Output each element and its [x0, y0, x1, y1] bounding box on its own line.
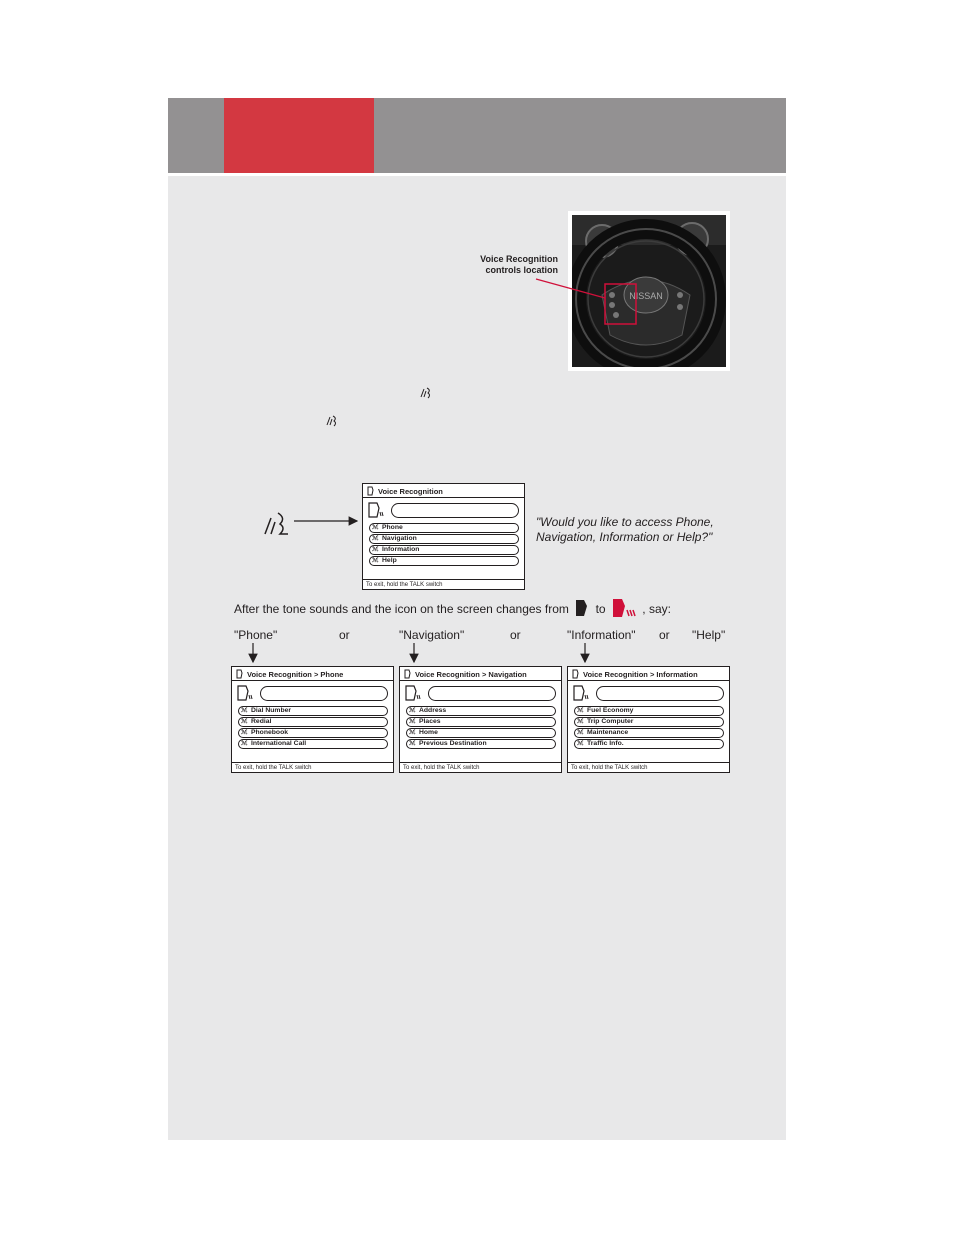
- instruction-middle: to: [595, 602, 606, 616]
- speaking-head-icon: [367, 502, 385, 518]
- menu-item[interactable]: ℳ Address: [406, 706, 556, 716]
- recognition-bubble: [260, 686, 388, 701]
- speaking-head-icon: [571, 669, 581, 679]
- idle-head-icon: [574, 599, 590, 617]
- prompt-quote: [536, 515, 714, 545]
- screen-footer: To exit, hold the TALK switch: [235, 765, 312, 771]
- steering-wheel-photo: [568, 211, 730, 371]
- say-or: or: [659, 628, 670, 642]
- say-or: or: [510, 628, 521, 642]
- talk-switch-icon: [419, 385, 433, 401]
- say-phone: "Phone": [234, 628, 278, 642]
- information-screen: [567, 666, 730, 773]
- talk-switch-icon-large: [262, 510, 290, 538]
- screen-title-text: Voice Recognition > Information: [583, 669, 698, 679]
- steering-wheel-image: [572, 215, 726, 367]
- prompt-quote-line-2: Navigation, Information or Help?": [536, 530, 713, 544]
- speaking-head-icon: [366, 486, 376, 496]
- menu-item[interactable]: ℳ Home: [406, 728, 556, 738]
- screen-title-text: Voice Recognition: [378, 486, 443, 496]
- menu-item[interactable]: ℳ Phonebook: [238, 728, 388, 738]
- menu-item[interactable]: ℳ Information: [369, 545, 519, 555]
- screen-footer: To exit, hold the TALK switch: [571, 765, 648, 771]
- speaking-head-icon: [572, 685, 590, 701]
- screen-title: [366, 486, 443, 496]
- recognition-bubble: [596, 686, 724, 701]
- recognition-bubble: [428, 686, 556, 701]
- menu-item[interactable]: ℳ International Call: [238, 739, 388, 749]
- phone-screen: [231, 666, 394, 773]
- instruction-after: , say:: [642, 602, 671, 616]
- screen-title-text: Voice Recognition > Navigation: [415, 669, 527, 679]
- menu-item[interactable]: ℳ Help: [369, 556, 519, 566]
- screen-title: [235, 669, 343, 679]
- menu-item[interactable]: ℳ Places: [406, 717, 556, 727]
- callout-line-1: Voice Recognition: [480, 254, 558, 264]
- say-help: "Help": [692, 628, 726, 642]
- screen-title-text: Voice Recognition > Phone: [247, 669, 344, 679]
- say-or: or: [339, 628, 350, 642]
- menu-item[interactable]: ℳ Trip Computer: [574, 717, 724, 727]
- navigation-screen: [399, 666, 562, 773]
- instruction-before: After the tone sounds and the icon on the screen changes from: [234, 602, 569, 616]
- speaking-head-icon: [403, 669, 413, 679]
- menu-item[interactable]: ℳ Fuel Economy: [574, 706, 724, 716]
- screen-title: [571, 669, 698, 679]
- menu-item[interactable]: ℳ Dial Number: [238, 706, 388, 716]
- menu-item[interactable]: ℳ Redial: [238, 717, 388, 727]
- say-information: "Information": [567, 628, 636, 642]
- screen-title: [403, 669, 527, 679]
- recognition-bubble: [391, 503, 519, 518]
- instruction-line: [234, 598, 671, 618]
- menu-item[interactable]: ℳ Phone: [369, 523, 519, 533]
- menu-item[interactable]: ℳ Traffic Info.: [574, 739, 724, 749]
- say-navigation: "Navigation": [399, 628, 465, 642]
- talk-switch-icon: [325, 413, 339, 429]
- prompt-quote-line-1: "Would you like to access Phone,: [536, 515, 714, 529]
- menu-item[interactable]: ℳ Maintenance: [574, 728, 724, 738]
- menu-item[interactable]: ℳ Previous Destination: [406, 739, 556, 749]
- header-tab-accent: [224, 98, 374, 173]
- speaking-head-icon: [235, 669, 245, 679]
- main-voice-screen: [362, 483, 525, 590]
- callout-line-2: controls location: [485, 265, 558, 275]
- svg-text:NISSAN: NISSAN: [629, 291, 663, 301]
- speaking-head-icon: [404, 685, 422, 701]
- screen-footer: To exit, hold the TALK switch: [403, 765, 480, 771]
- screen-footer: To exit, hold the TALK switch: [366, 582, 443, 588]
- menu-item[interactable]: ℳ Navigation: [369, 534, 519, 544]
- listening-head-icon: [611, 598, 637, 618]
- voice-recognition-callout: [420, 254, 558, 276]
- speaking-head-icon: [236, 685, 254, 701]
